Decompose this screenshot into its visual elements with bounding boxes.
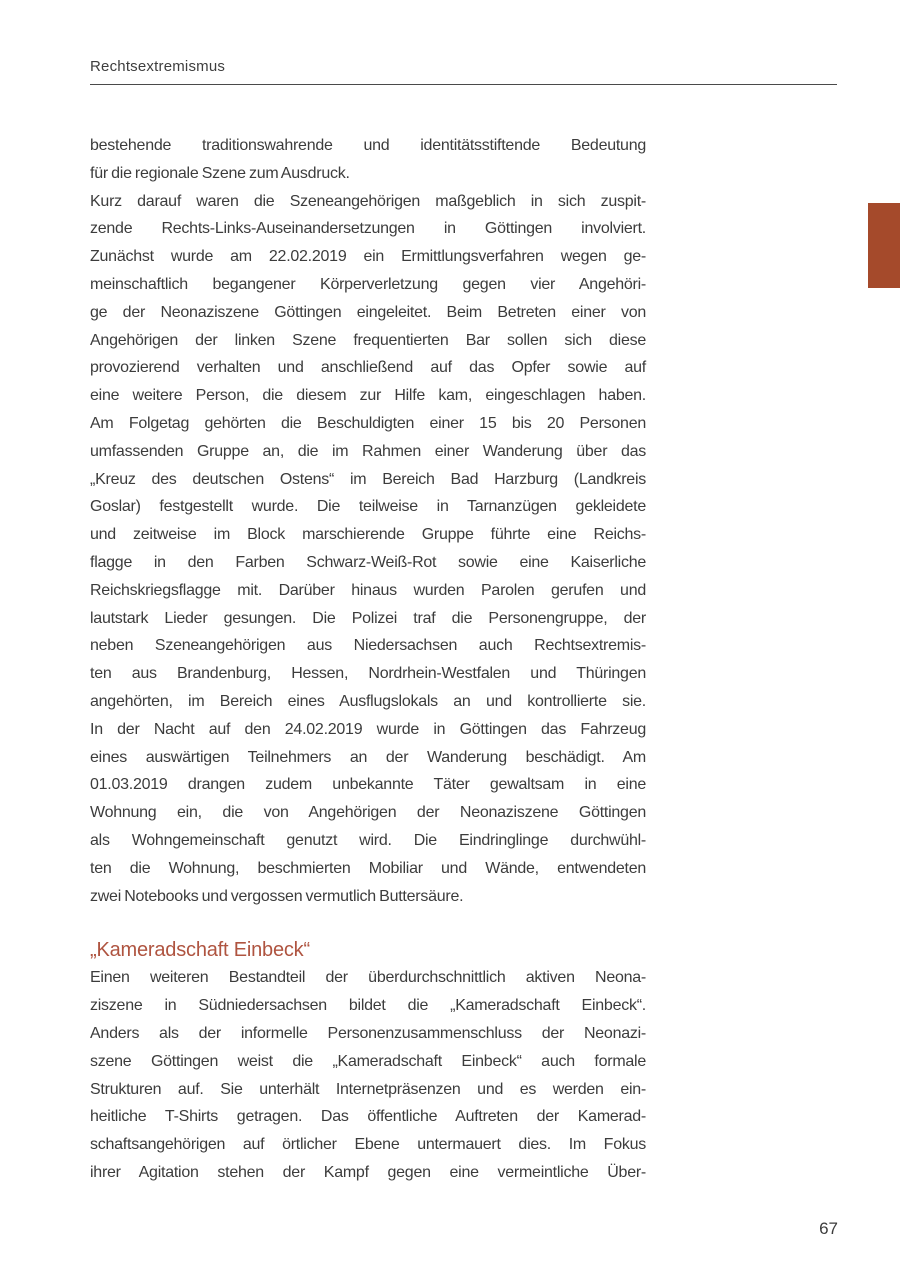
text-line: bestehende traditionswahrende und identitätsstiftende Bedeutung xyxy=(90,137,646,154)
body-paragraph-1 xyxy=(90,132,646,188)
text-line: für die regionale Szene zum Ausdruck. xyxy=(90,164,350,182)
text-line: In der Nacht auf den 24.02.2019 wurde in Göttingen das Fahrzeug xyxy=(90,720,646,738)
text-line: Zunächst wurde am 22.02.2019 ein Ermittlungsverfahren wegen ge- xyxy=(90,248,646,266)
text-line: schaftsangehörigen auf örtlicher Ebene untermauert dies. Im Fokus xyxy=(90,1136,646,1154)
text-line: Wohnung ein, die von Angehörigen der Neonaziszene Göttingen xyxy=(90,804,646,822)
text-line: meinschaftlich begangener Körperverletzung gegen vier Angehöri- xyxy=(90,275,646,293)
text-line: Goslar) festgestellt wurde. Die teilweise in Tarnanzügen gekleidete xyxy=(90,498,646,516)
text-line: eines auswärtigen Teilnehmers an der Wanderung beschädigt. Am xyxy=(90,748,646,766)
text-line: 01.03.2019 drangen zudem unbekannte Täter gewaltsam in eine xyxy=(90,776,646,794)
page-number: 67 xyxy=(819,1219,838,1238)
text-line: Angehörigen der linken Szene frequentierten Bar sollen sich diese xyxy=(90,331,646,349)
text-line: Am Folgetag gehörten die Beschuldigten einer 15 bis 20 Personen xyxy=(90,414,646,432)
text-line: zende Rechts-Links-Auseinandersetzungen in Göttingen involviert. xyxy=(90,220,646,238)
body-paragraph-3 xyxy=(90,964,646,1186)
text-line: Reichskriegsflagge mit. Darüber hinaus wurden Parolen gerufen und xyxy=(90,581,646,599)
text-line: umfassenden Gruppe an, die im Rahmen einer Wanderung über das xyxy=(90,442,646,460)
text-line: ihrer Agitation stehen der Kampf gegen eine vermeintliche Über- xyxy=(90,1163,646,1181)
text-line: Einen weiteren Bestandteil der überdurchschnittlich aktiven Neona- xyxy=(90,969,646,987)
header-rule xyxy=(90,84,837,85)
text-line: und zeitweise im Block marschierende Gruppe führte eine Reichs- xyxy=(90,526,646,544)
body-paragraph-2 xyxy=(90,188,646,911)
text-line: neben Szeneangehörigen aus Niedersachsen auch Rechtsextremis- xyxy=(90,637,646,655)
text-line: „Kreuz des deutschen Ostens“ im Bereich Bad Harzburg (Landkreis xyxy=(90,470,646,488)
text-line: flagge in den Farben Schwarz-Weiß-Rot sowie eine Kaiserliche xyxy=(90,553,646,571)
section-heading-kameradschaft-einbeck: „Kameradschaft Einbeck“ xyxy=(90,939,310,962)
text-line: provozierend verhalten und anschließend auf das Opfer sowie auf xyxy=(90,359,646,377)
running-header: Rechtsextremismus xyxy=(90,58,226,75)
page-content xyxy=(90,132,646,1187)
text-line: Anders als der informelle Personenzusammenschluss der Neonazi- xyxy=(90,1024,646,1042)
text-line: Kurz darauf waren die Szeneangehörigen maßgeblich in sich zuspit- xyxy=(90,192,646,210)
text-line: angehörten, im Bereich eines Ausflugslokals an und kontrollierte sie. xyxy=(90,692,646,710)
text-line: lautstark Lieder gesungen. Die Polizei traf die Personengruppe, der xyxy=(90,609,646,627)
text-line: ziszene in Südniedersachsen bildet die „Kameradschaft Einbeck“. xyxy=(90,997,646,1015)
text-line: eine weitere Person, die diesem zur Hilfe kam, eingeschlagen haben. xyxy=(90,387,646,405)
text-line: heitliche T-Shirts getragen. Das öffentliche Auftreten der Kamerad- xyxy=(90,1108,646,1126)
text-line: ten aus Brandenburg, Hessen, Nordrhein-Westfalen und Thüringen xyxy=(90,665,646,683)
text-line: zwei Notebooks und vergossen vermutlich Buttersäure. xyxy=(90,887,464,905)
text-line: als Wohngemeinschaft genutzt wird. Die Eindringlinge durchwühl- xyxy=(90,831,646,849)
text-line: Strukturen auf. Sie unterhält Internetpräsenzen und es werden ein- xyxy=(90,1080,646,1098)
text-line: ten die Wohnung, beschmierten Mobiliar und Wände, entwendeten xyxy=(90,859,646,877)
text-line: ge der Neonaziszene Göttingen eingeleitet. Beim Betreten einer von xyxy=(90,303,646,321)
chapter-marker-tab xyxy=(868,203,900,288)
text-line: szene Göttingen weist die „Kameradschaft Einbeck“ auch formale xyxy=(90,1052,646,1070)
